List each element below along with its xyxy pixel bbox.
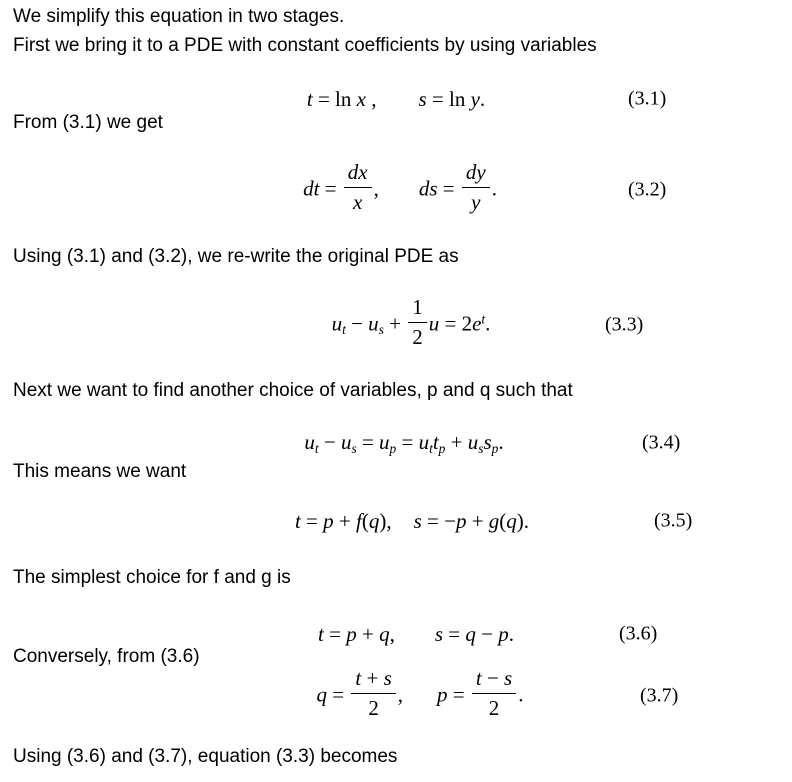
equation-number-3-6: (3.6) xyxy=(619,622,658,645)
equation-row-3-2 xyxy=(0,159,792,218)
equation-number-3-5: (3.5) xyxy=(654,509,693,532)
equation-row-3-1 xyxy=(0,84,792,114)
paragraph-simplest-choice: The simplest choice for f and g is xyxy=(13,567,291,588)
equation-3-7: q = $\frac{t + s}{2}$ , p = $\frac{t - s}{2}$ . xyxy=(316,665,524,720)
equation-3-6: t = p + q, s = q − p. xyxy=(318,621,514,646)
equation-row-3-6 xyxy=(0,619,792,649)
equation-number-3-4: (3.4) xyxy=(642,431,681,454)
paragraph-conversely: Conversely, from (3.6) xyxy=(13,646,200,667)
intro-line-1: We simplify this equation in two stages. xyxy=(13,6,345,27)
equation-3-4: ut − us = up = uttp + ussp. xyxy=(304,429,504,456)
equation-row-3-7 xyxy=(0,665,792,723)
equation-row-3-4 xyxy=(0,428,792,458)
intro-line-2: First we bring it to a PDE with constant coefficients by using variables xyxy=(13,35,597,56)
equation-3-1: t = ln x , s = ln y. xyxy=(306,86,486,111)
equation-row-3-3 xyxy=(0,294,792,351)
equation-3-5: t = p + f(q), s = −p + g(q). xyxy=(294,508,530,533)
paragraph-from-3-1: From (3.1) we get xyxy=(13,112,163,133)
paragraph-using-3-1-3-2: Using (3.1) and (3.2), we re-write the original PDE as xyxy=(13,246,459,267)
equation-number-3-1: (3.1) xyxy=(628,87,667,110)
equation-number-3-7: (3.7) xyxy=(640,684,679,707)
paragraph-this-means: This means we want xyxy=(13,461,187,482)
equation-number-3-3: (3.3) xyxy=(605,313,644,336)
equation-3-3: ut − us + $\frac{1}{2}$ $u = 2e^t$. xyxy=(331,294,491,349)
paragraph-using-3-6-3-7: Using (3.6) and (3.7), equation (3.3) becomes xyxy=(13,746,398,767)
equation-row-3-5 xyxy=(0,506,792,536)
equation-number-3-2: (3.2) xyxy=(628,178,667,201)
paragraph-next-choice: Next we want to find another choice of variables, p and q such that xyxy=(13,380,573,401)
equation-3-2: dt = $\frac{dx}{x}$ , ds = $\frac{dy}{y}$ . xyxy=(303,159,497,214)
